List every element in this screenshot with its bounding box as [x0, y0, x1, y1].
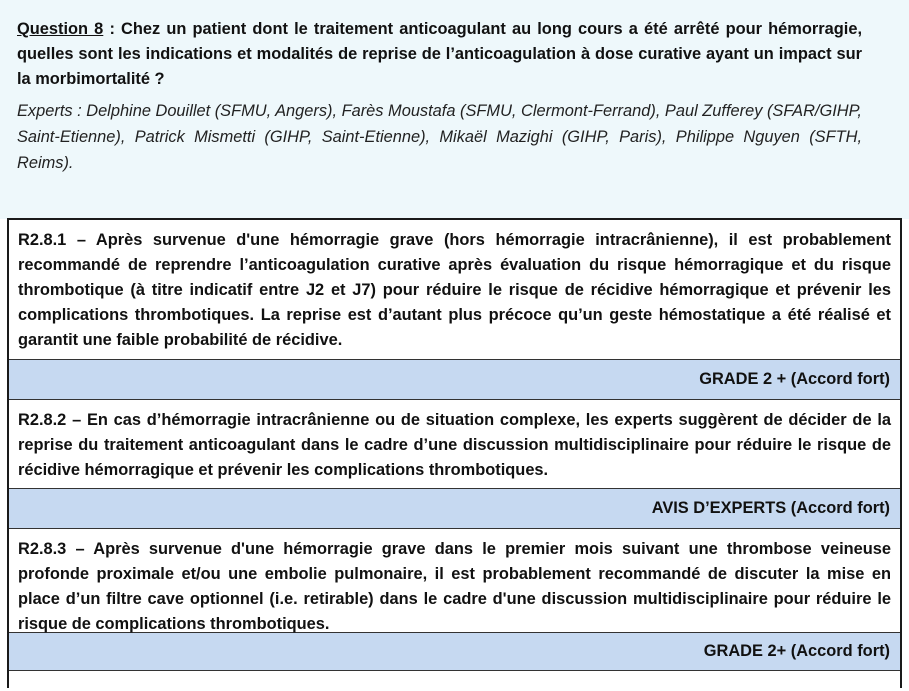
question-body: : Chez un patient dont le traitement anticoagulant au long cours a été arrêté pour hémorragie, quelles sont les indications et modalités de reprise de l’anticoagulation à dose curative ayant un impact sur la morbimortalité ?: [17, 20, 862, 88]
grade-label: AVIS D’EXPERTS (Accord fort): [651, 499, 890, 517]
grade-row-r2-8-1: [9, 360, 900, 400]
grade-row-r2-8-3: [9, 633, 900, 671]
question-label: Question 8: [17, 20, 104, 38]
recommendations-table: [7, 218, 902, 688]
grade-label: GRADE 2 + (Accord fort): [699, 370, 890, 388]
question-header: [0, 0, 909, 219]
recommendation-r2-8-2: R2.8.2 – En cas d’hémorragie intracrânienne ou de situation complexe, les experts suggèrent de décider de la reprise du traitement anticoagulant dans le cadre d’une discussion multidisciplinaire pour réduire le risque de récidive hémorragique et prévenir les complications thrombotiques.: [9, 400, 900, 489]
experts-list: Experts : Delphine Douillet (SFMU, Angers), Farès Moustafa (SFMU, Clermont-Ferrand), Paul Zufferey (SFAR/GIHP, Saint-Etienne), Patrick Mismetti (GIHP, Saint-Etienne), Mikaël Mazighi (GIHP, Paris), Philippe Nguyen (SFTH, Reims).: [17, 102, 862, 172]
recommendation-r2-8-1: R2.8.1 – Après survenue d'une hémorragie grave (hors hémorragie intracrânienne), il est probablement recommandé de reprendre l’anticoagulation curative après évaluation du risque hémorragique et du risque thrombotique (à titre indicatif entre J2 et J7) pour réduire le risque de récidive hémorragique et prévenir les complications thrombotiques. La reprise est d’autant plus précoce qu’un geste hémostatique a été réalisé et garantit une faible probabilité de récidive.: [9, 220, 900, 360]
question-text: [17, 17, 862, 92]
grade-label: GRADE 2+ (Accord fort): [703, 642, 890, 660]
grade-row-r2-8-2: [9, 489, 900, 529]
recommendation-r2-8-3: R2.8.3 – Après survenue d'une hémorragie grave dans le premier mois suivant une thrombose veineuse profonde proximale et/ou une embolie pulmonaire, il est probablement recommandé de discuter la mise en place d’un filtre cave optionnel (i.e. retirable) dans le cadre d'une discussion multidisciplinaire pour réduire le risque de complications thrombotiques.: [9, 529, 900, 633]
table-next-row: [9, 671, 900, 691]
